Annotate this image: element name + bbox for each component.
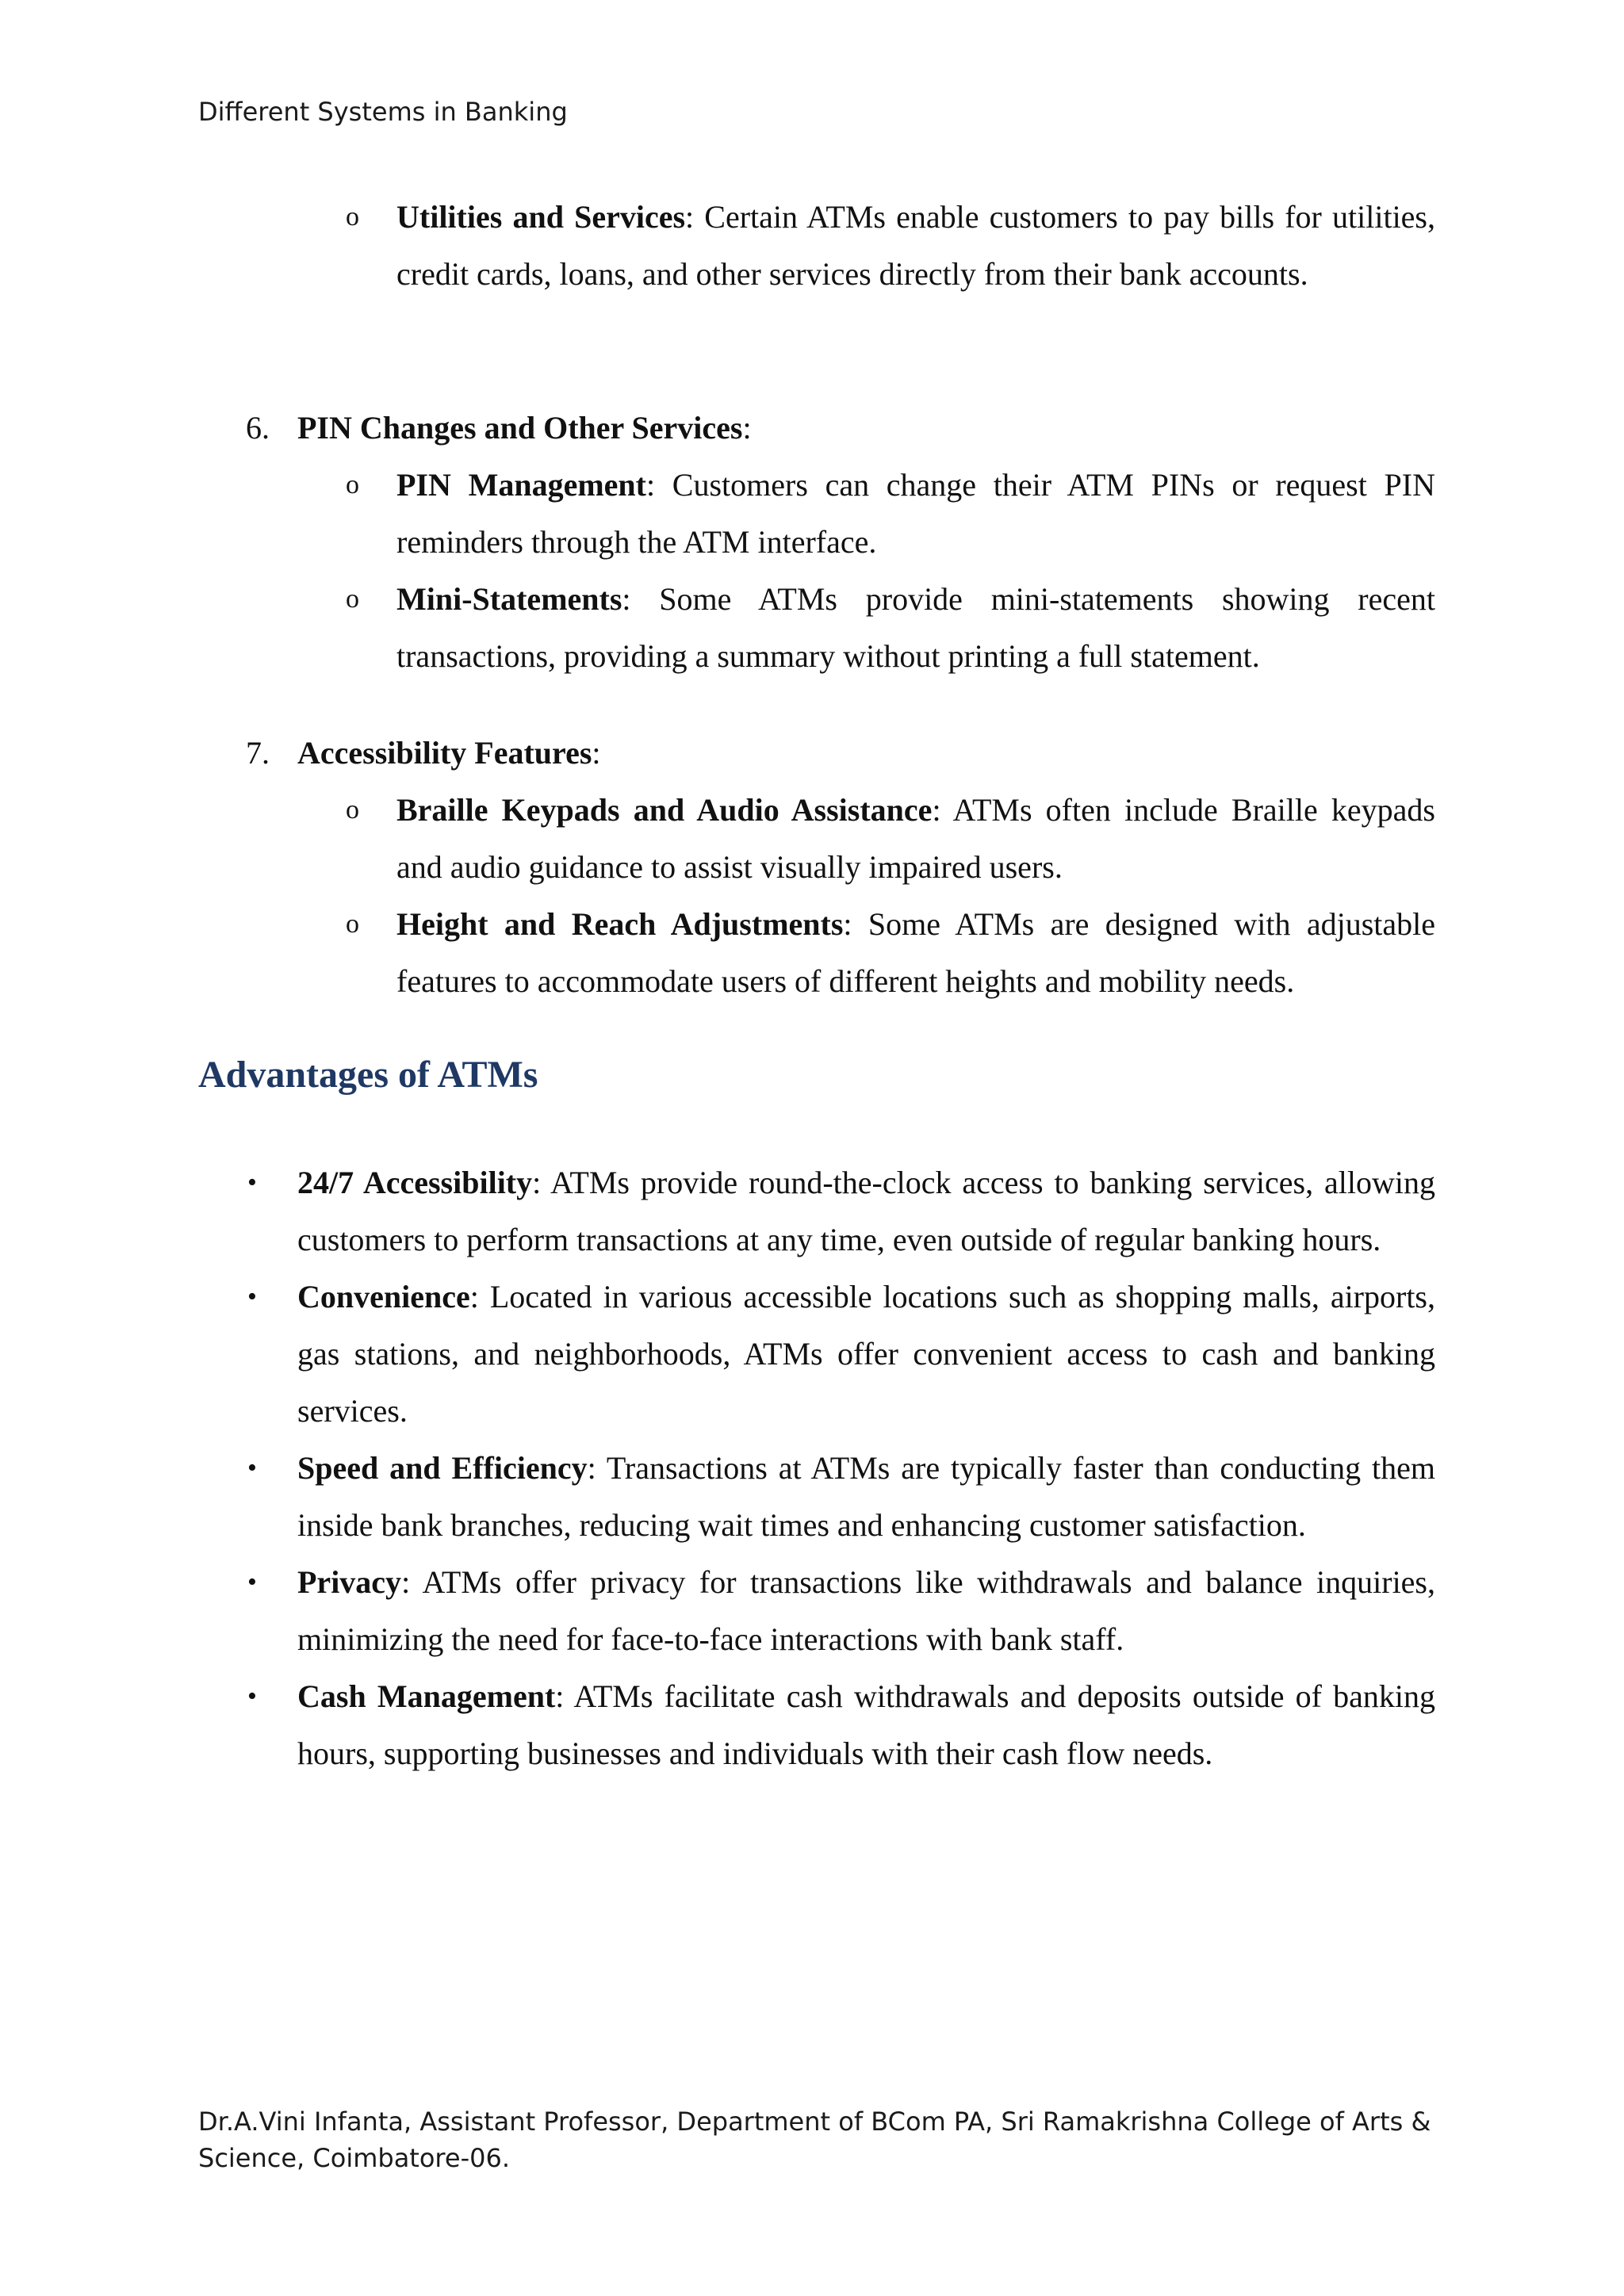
sub-item-utilities [0, 189, 1435, 303]
page-footer: Dr.A.Vini Infanta, Assistant Professor, Department of BCom PA, Sri Ramakrishna College of Arts & Science, Coimbatore-06. [198, 2107, 1431, 2173]
sub-item-text: : Some ATMs provide mini-statements showing recent transactions, providing a summary without printing a full statement. [396, 581, 1435, 674]
sub-item-text: : Some ATMs are designed with adjustable features to accommodate users of different heights and mobility needs. [396, 906, 1436, 999]
circle-bullet-icon: o [346, 584, 359, 614]
sub-item-pin-management [0, 457, 1435, 571]
item-colon: : [742, 410, 752, 446]
advantage-text: : Transactions at ATMs are typically faster than conducting them inside bank branches, reducing wait times and enhancing customer satisfaction. [297, 1450, 1435, 1543]
circle-bullet-icon: o [346, 470, 359, 499]
circle-bullet-icon: o [346, 202, 359, 232]
circle-bullet-icon: o [346, 795, 359, 825]
advantage-text: : ATMs provide round-the-clock access to banking services, allowing customers to perform transactions at any time, even outside of regular banking hours. [297, 1165, 1436, 1257]
numbered-item-6 [0, 400, 1624, 685]
sub-item-term: Mini-Statements [396, 581, 622, 617]
sub-item-braille-keypads [0, 782, 1435, 896]
circle-bullet-icon: o [346, 909, 359, 939]
sub-item-term: PIN Management [396, 467, 646, 503]
bullet-icon: • [247, 1282, 257, 1311]
advantage-item-convenience [0, 1269, 1435, 1440]
advantage-text: : Located in various accessible locations such as shopping malls, airports, gas stations, and neighborhoods, ATMs offer convenient access to cash and banking services. [297, 1279, 1435, 1429]
advantage-term: Cash Management [297, 1678, 556, 1714]
sub-item-text: : ATMs often include Braille keypads and audio guidance to assist visually impaired users. [396, 792, 1435, 885]
item-colon: : [592, 735, 601, 771]
item-number: 6. [246, 410, 270, 446]
sub-item-term: Height and Reach Adjustments [396, 906, 844, 942]
section-heading: Advantages of ATMs [198, 1054, 538, 1096]
sub-item-text: : Customers can change their ATM PINs or request PIN reminders through the ATM interface. [396, 467, 1435, 560]
advantage-item-24-7 [0, 1154, 1435, 1269]
item-number: 7. [246, 735, 270, 771]
numbered-item-heading [0, 725, 1439, 782]
numbered-item-heading [0, 400, 1439, 457]
advantage-term: Speed and Efficiency [297, 1450, 588, 1486]
advantage-text: : ATMs offer privacy for transactions like withdrawals and balance inquiries, minimizing the need for face-to-face interactions with bank staff. [297, 1564, 1435, 1657]
sub-item-text: : Certain ATMs enable customers to pay bills for utilities, credit cards, loans, and other services directly from their bank accounts. [396, 199, 1435, 292]
bullet-icon: • [247, 1682, 257, 1711]
advantage-term: Convenience [297, 1279, 470, 1314]
advantage-item-speed [0, 1440, 1435, 1554]
sub-item-term: Utilities and Services [396, 199, 686, 235]
advantage-text: : ATMs facilitate cash withdrawals and deposits outside of banking hours, supporting businesses and individuals with their cash flow needs. [297, 1678, 1436, 1771]
bullet-icon: • [247, 1168, 257, 1197]
sub-item-term: Braille Keypads and Audio Assistance [396, 792, 933, 828]
advantage-item-privacy [0, 1554, 1435, 1668]
advantage-item-cash-management [0, 1668, 1435, 1782]
continued-sub-list [0, 189, 1624, 303]
page-header: Different Systems in Banking [198, 97, 568, 127]
advantage-term: Privacy [297, 1564, 402, 1600]
numbered-item-7 [0, 725, 1624, 1010]
advantage-term: 24/7 Accessibility [297, 1165, 533, 1200]
sub-item-mini-statements [0, 571, 1435, 685]
advantages-list [0, 1154, 1624, 1782]
sub-item-height-reach [0, 896, 1435, 1010]
bullet-icon: • [247, 1453, 257, 1483]
item-title: Accessibility Features [297, 735, 592, 771]
item-title: PIN Changes and Other Services [297, 410, 743, 446]
bullet-icon: • [247, 1567, 257, 1597]
